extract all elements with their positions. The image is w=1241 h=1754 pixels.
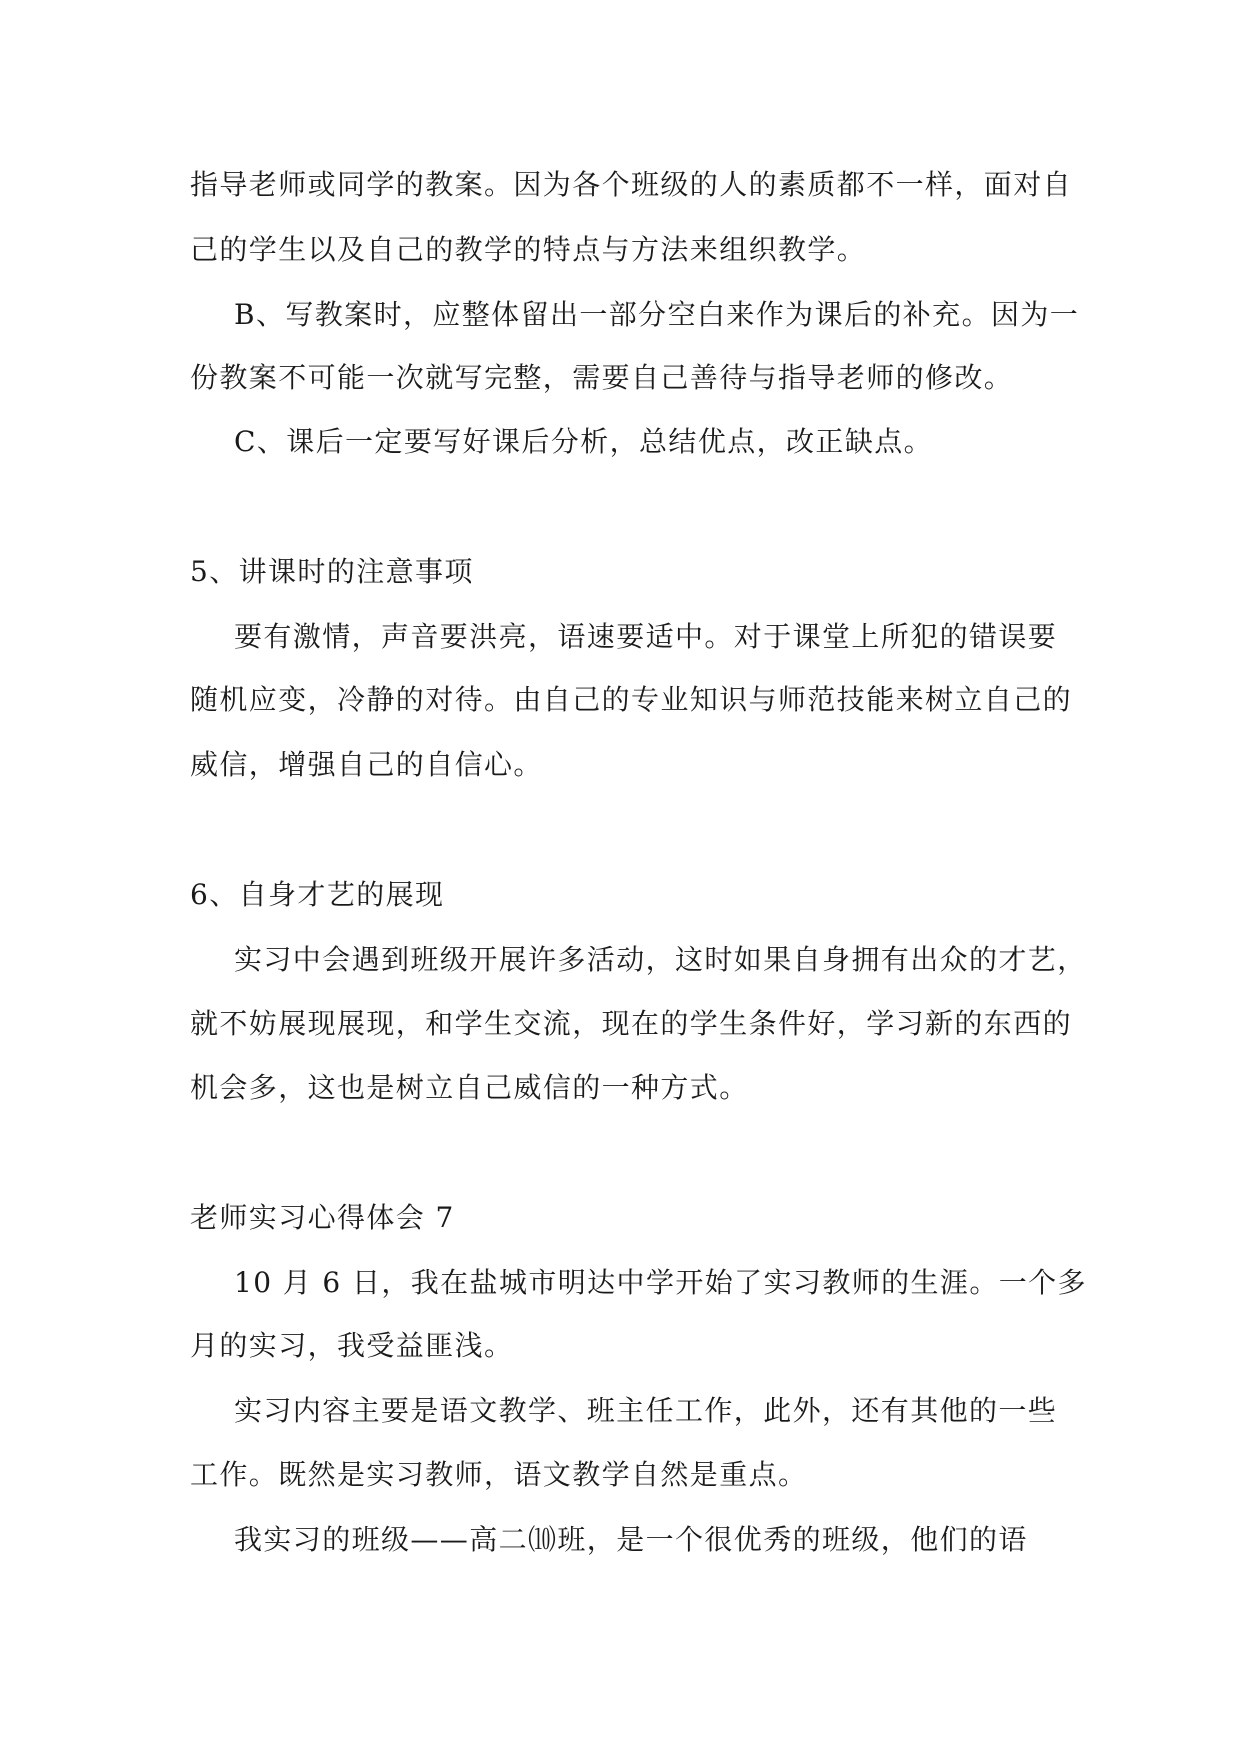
text-line: C、课后一定要写好课后分析，总结优点，改正缺点。 <box>234 425 934 458</box>
text-line: 威信，增强自己的自信心。 <box>190 748 543 781</box>
text-line: 月的实习，我受益匪浅。 <box>190 1329 514 1362</box>
text-line: 实习中会遇到班级开展许多活动，这时如果自身拥有出众的才艺， <box>234 943 1087 976</box>
text-line: 就不妨展现展现，和学生交流，现在的学生条件好，学习新的东西的 <box>190 1007 1073 1040</box>
text-line: 要有激情，声音要洪亮，语速要适中。对于课堂上所犯的错误要 <box>234 620 1058 653</box>
article-title: 老师实习心得体会 7 <box>190 1201 455 1234</box>
text-line: 指导老师或同学的教案。因为各个班级的人的素质都不一样，面对自 <box>190 168 1073 201</box>
text-line: 机会多，这也是树立自己威信的一种方式。 <box>190 1071 749 1104</box>
text-line: 实习内容主要是语文教学、班主任工作，此外，还有其他的一些 <box>234 1394 1058 1427</box>
text-line: 工作。既然是实习教师，语文教学自然是重点。 <box>190 1458 808 1491</box>
text-line: 10 月 6 日，我在盐城市明达中学开始了实习教师的生涯。一个多 <box>234 1266 1087 1299</box>
text-line: B、写教案时，应整体留出一部分空白来作为课后的补充。因为一 <box>234 298 1080 331</box>
section-heading: 5、讲课时的注意事项 <box>190 555 474 588</box>
section-heading: 6、自身才艺的展现 <box>190 878 445 911</box>
text-line: 我实习的班级——高二⑽班，是一个很优秀的班级，他们的语 <box>234 1523 1028 1556</box>
text-line: 份教案不可能一次就写完整，需要自己善待与指导老师的修改。 <box>190 361 1014 394</box>
text-line: 随机应变，冷静的对待。由自己的专业知识与师范技能来树立自己的 <box>190 683 1073 716</box>
text-line: 己的学生以及自己的教学的特点与方法来组织教学。 <box>190 233 867 266</box>
